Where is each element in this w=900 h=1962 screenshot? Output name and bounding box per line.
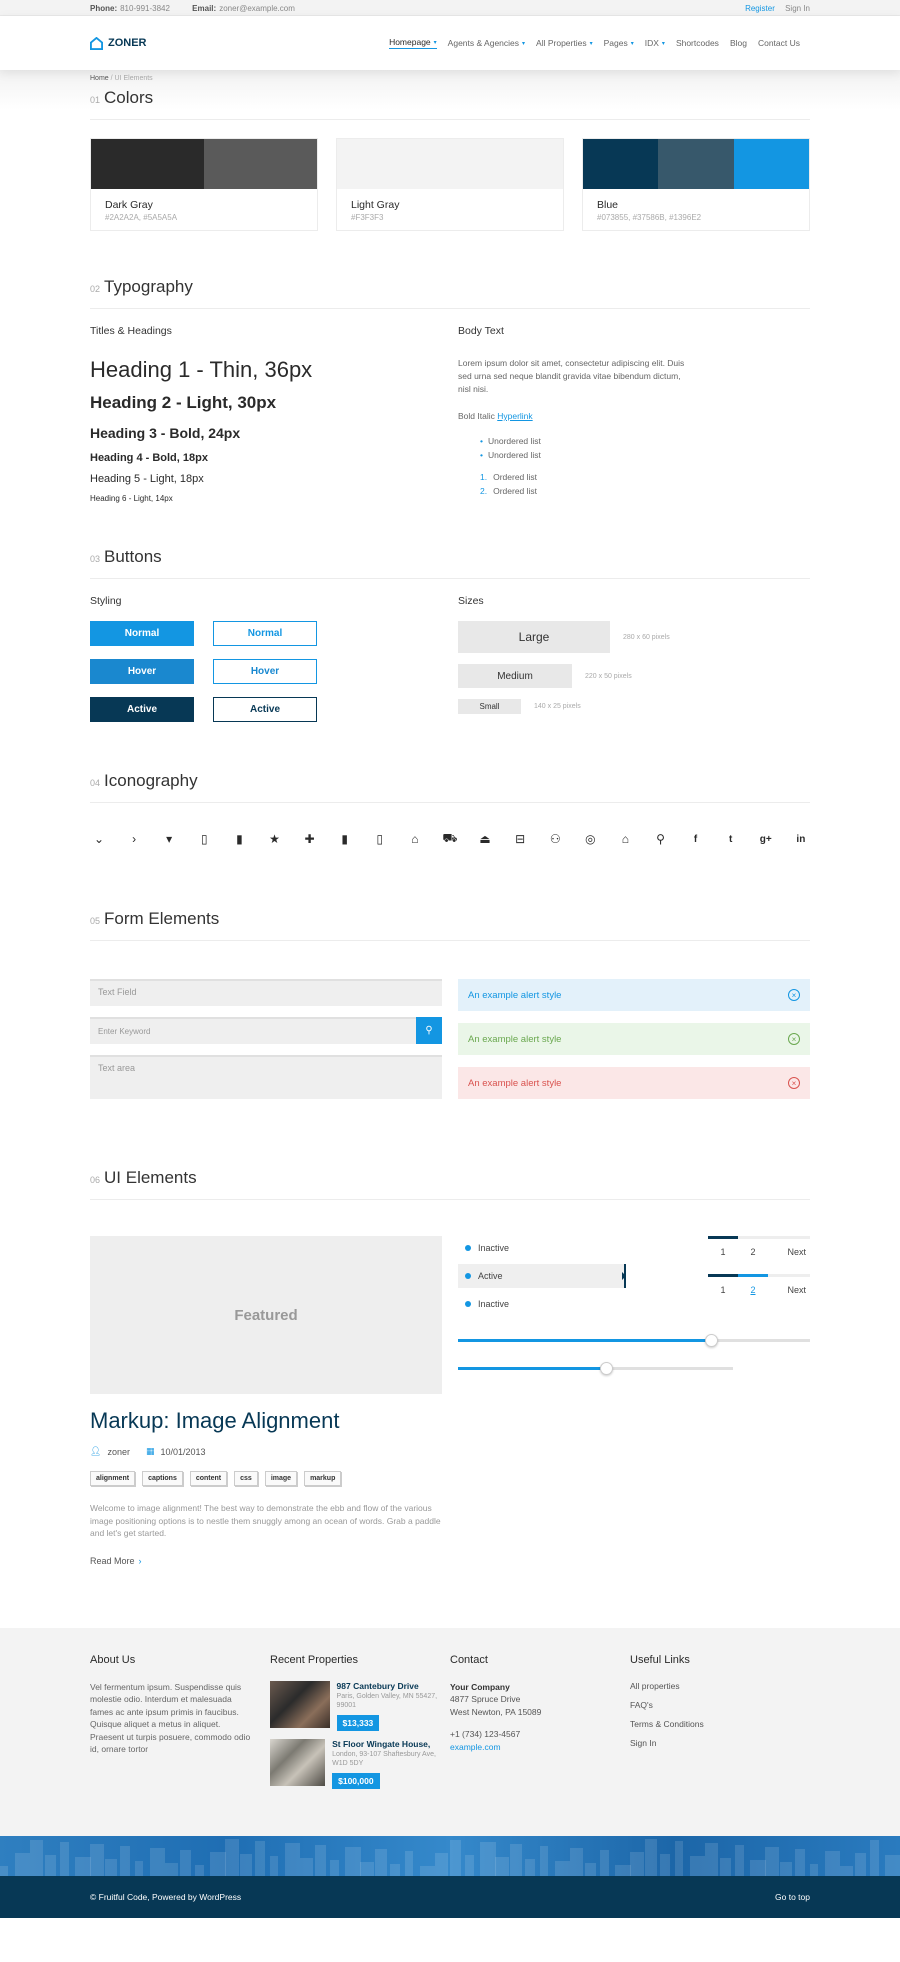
keyword-input[interactable]: Enter Keyword [90,1017,416,1044]
page-1[interactable]: 1 [720,1247,726,1257]
form-section [90,909,810,1111]
tag-captions[interactable]: captions [142,1471,183,1486]
mobile-icon: ▯ [200,832,208,846]
hover-button[interactable]: Hover [90,659,194,684]
typography-section [90,277,810,503]
alert-info [458,979,810,1011]
property-thumbnail[interactable] [270,1739,325,1786]
post-author[interactable]: zoner [107,1446,130,1457]
company-street: 4877 Spruce Drive [450,1694,521,1704]
property-price: $100,000 [332,1773,379,1789]
heading-2-sample: Heading 2 - Light, 30px [90,393,277,412]
register-link[interactable]: Register [745,3,775,13]
color-swatches [90,138,810,231]
tab-inactive[interactable]: Inactive [458,1236,626,1260]
top-contact [90,4,315,13]
swatch-hex: #F3F3F3 [351,213,384,222]
site-footer [0,1628,900,1836]
bottom-bar [0,1876,900,1918]
swatch-name: Dark Gray [105,199,153,211]
section-num: 05 [90,916,101,926]
swatch-name: Blue [597,199,619,211]
caret-down-icon: ▾ [630,40,634,47]
large-size-note: 280 x 60 pixels [623,633,670,641]
phone-label: Phone: [90,3,118,13]
section-num: 01 [90,95,101,105]
read-more-link[interactable]: Read More › [90,1555,142,1566]
breadcrumb [90,75,810,82]
search-icon: ⚲ [656,832,665,846]
caret-down-icon: ▾ [661,40,665,47]
footer-links-title: Useful Links [630,1653,690,1666]
alert-danger [458,1067,810,1099]
page-2[interactable]: 2 [750,1247,756,1257]
nav-item-blog[interactable]: Blog [729,38,747,48]
text-field[interactable]: Text Field [90,979,442,1006]
recent-property[interactable] [270,1681,450,1731]
footer-link-terms[interactable]: Terms & Conditions [630,1718,704,1729]
main-nav [378,37,800,49]
heading-4-sample: Heading 4 - Bold, 18px [90,452,208,464]
post-tags [90,1471,442,1486]
tag-markup[interactable]: markup [304,1471,341,1486]
property-address: London, 93-107 Shaftesbury Ave, W1D 5DY [332,1750,436,1767]
home-icon: ⌂ [621,832,630,846]
nav-item-contact-us[interactable]: Contact Us [757,38,800,48]
section-title-forms [90,909,810,941]
body-text-sample: Lorem ipsum dolor sit amet, consectetur adipiscing elit. Duis sed urna sed neque blandit gravida vitae bibendum dictum, nisl nisi. [458,358,685,394]
recent-property[interactable] [270,1739,450,1789]
email-label: Email: [192,3,217,13]
medium-size-note: 220 x 50 pixels [585,672,632,680]
car-icon: ⛟ [442,831,458,845]
post-title[interactable]: Markup: Image Alignment [90,1408,340,1433]
nav-item-shortcodes[interactable]: Shortcodes [675,38,719,48]
footer-city-banner [0,1836,900,1876]
building-icon: ▮ [236,832,243,846]
phone-number: 810-991-3842 [120,3,170,13]
range-slider-2[interactable] [458,1360,810,1376]
plus-icon: ✚ [304,832,315,846]
slider-fill [458,1339,711,1342]
section-num: 04 [90,778,101,788]
footer-recent-title: Recent Properties [270,1653,359,1666]
chevron-down-icon: ⌄ [93,832,105,846]
section-title-iconography [90,771,810,803]
breadcrumb-home[interactable]: Home [90,75,109,82]
buttons-section [90,547,810,725]
next-page[interactable]: Next [787,1285,806,1295]
section-num: 06 [90,1175,101,1185]
tag-alignment[interactable]: alignment [90,1471,135,1486]
footer-contact-title: Contact [450,1653,488,1666]
nav-item-idx[interactable]: IDX ▾ [644,38,665,48]
close-icon[interactable]: × [788,1033,800,1045]
alert-success [458,1023,810,1055]
company-phone: +1 (734) 123-4567 [450,1729,521,1739]
color-swatch [90,138,318,231]
swatch-hex: #2A2A2A, #5A5A5A [105,213,178,222]
normal-button[interactable]: Normal [90,621,194,646]
footer-link-faq[interactable]: FAQ's [630,1699,653,1710]
colors-section [90,88,810,231]
tag-content[interactable]: content [190,1471,227,1486]
active-button[interactable]: Active [90,697,194,722]
tag-css[interactable]: css [234,1471,258,1486]
breadcrumb-sep: / [110,75,113,82]
featured-image[interactable]: Featured [90,1236,442,1394]
vertical-tabs [458,1236,626,1320]
section-label: Buttons [104,547,162,566]
footer-about-title: About Us [90,1653,136,1666]
footer-link-signin[interactable]: Sign In [630,1737,657,1748]
property-title[interactable]: St Floor Wingate House, [332,1738,431,1749]
heading-6-sample: Heading 6 - Light, 14px [90,494,173,503]
property-address: Paris, Golden Valley, MN 55427, 99001 [336,1692,438,1709]
list-item: • Unordered list [480,450,810,460]
nav-item-all-properties[interactable]: All Properties ▾ [536,38,593,48]
auth-links [737,4,810,13]
section-title-ui [90,1168,810,1200]
chevron-right-icon: › [138,1555,142,1566]
slider-handle[interactable] [705,1334,718,1347]
heading-5-sample: Heading 5 - Light, 18px [90,473,204,485]
facebook-icon: f [693,833,698,845]
range-slider-1[interactable] [458,1332,810,1348]
active-outline-button[interactable]: Active [213,697,317,722]
property-thumbnail[interactable] [270,1681,330,1728]
section-title-typography [90,277,810,309]
bold-italic-text: Bold Italic [458,411,495,421]
post-meta [90,1446,442,1457]
search-button[interactable] [416,1017,442,1044]
footer-about-text: Vel fermentum ipsum. Suspendisse quis molestie odio. Interdum et malesuada fames ac ante ipsum primis in faucibus. Quisque aliquet a metus in aliquet. Praesent ut turpis posuere, commodo odio id, ornare tortor [90,1681,251,1754]
iconography-section [90,771,810,847]
swatch-hex: #073855, #37586B, #1396E2 [597,213,702,222]
site-header [0,16,900,70]
signin-link[interactable]: Sign In [785,3,810,13]
caret-down-icon: ▾ [589,40,593,47]
office-icon: ▮ [341,832,348,846]
target-icon: ◎ [585,832,596,846]
google-plus-icon: g+ [759,833,772,845]
footer-link-all-properties[interactable]: All properties [630,1680,680,1691]
hover-outline-button[interactable]: Hover [213,659,317,684]
house-icon: ⌂ [411,832,419,846]
inbox-icon: ⊟ [515,832,526,846]
nav-item-homepage[interactable]: Homepage ▾ [389,37,437,47]
section-label: Iconography [104,771,198,790]
section-title-colors [90,88,810,120]
unordered-list [458,436,810,460]
bank-icon: ⏏ [479,832,491,846]
company-city: West Newton, PA 15089 [450,1706,542,1717]
section-label: Colors [104,88,154,107]
pagination-group [708,1236,810,1320]
section-label: Typography [104,277,193,296]
color-swatch [336,138,564,231]
ordered-list [458,472,810,496]
tab-active[interactable]: Active [458,1264,626,1288]
hyperlink[interactable]: Hyperlink [497,411,533,421]
alert-text: An example alert style [468,989,562,1001]
tower-icon: ▯ [376,832,384,846]
tab-inactive[interactable]: Inactive [458,1292,626,1316]
medium-button[interactable]: Medium [458,664,572,688]
caret-down-icon: ▾ [433,39,437,46]
titles-headings-label: Titles & Headings [90,325,172,337]
page-2[interactable]: 2 [750,1285,756,1295]
close-icon[interactable]: × [788,1077,800,1089]
heading-3-sample: Heading 3 - Bold, 24px [90,425,241,441]
styling-label: Styling [90,595,122,607]
slider-fill [458,1367,606,1370]
logo-text: ZONER [108,37,147,49]
email-address: zoner@example.com [219,3,295,13]
section-label: Form Elements [104,909,220,928]
user-icon: 👤︎ [90,1446,102,1456]
post-excerpt: Welcome to image alignment! The best way to demonstrate the ebb and flow of the various image positioning options is to nestle them snuggly among an ocean of words. Grab a paddle and let's get started. [90,1503,441,1538]
breadcrumb-current: UI Elements [114,75,153,82]
section-num: 03 [90,554,101,564]
ui-elements-section [90,1168,810,1566]
nav-item-pages[interactable]: Pages ▾ [603,38,634,48]
small-button[interactable]: Small [458,699,521,714]
small-size-note: 140 x 25 pixels [534,703,581,710]
heading-1-sample: Heading 1 - Thin, 36px [90,357,313,382]
group-icon: ⚇ [549,832,561,846]
pagination-2 [708,1274,810,1308]
home-logo-icon [90,37,103,50]
top-bar [0,0,900,16]
chevron-right-icon: › [132,832,137,846]
go-to-top-link[interactable]: Go to top [775,1891,810,1902]
bold-italic-line [458,411,810,421]
section-num: 02 [90,284,101,294]
alert-text: An example alert style [468,1033,562,1045]
copyright-text: © Fruitful Code, Powered by WordPress [90,1891,242,1902]
linkedin-icon: in [796,833,806,845]
color-swatch [582,138,810,231]
list-item: • Unordered list [480,436,810,446]
twitter-icon: t [729,833,733,845]
section-title-buttons [90,547,810,579]
swatch-name: Light Gray [351,199,400,211]
site-logo[interactable] [90,37,147,50]
pagination-1 [708,1236,810,1270]
large-button[interactable]: Large [458,621,610,653]
page-1[interactable]: 1 [720,1285,726,1295]
body-text-label: Body Text [458,325,504,337]
nav-item-agents-agencies[interactable]: Agents & Agencies ▾ [447,38,526,48]
icon-row [90,831,810,847]
section-label: UI Elements [104,1168,197,1187]
slider-handle[interactable] [600,1362,613,1375]
caret-down-icon: ▾ [166,832,173,846]
caret-down-icon: ▾ [522,40,526,47]
alert-text: An example alert style [468,1077,562,1089]
company-email-link[interactable]: example.com [450,1741,501,1752]
list-item: 1. Ordered list [480,472,538,482]
property-price: $13,333 [337,1715,380,1731]
tag-image[interactable]: image [265,1471,297,1486]
text-area[interactable]: Text area [90,1055,442,1099]
list-item: 2. Ordered list [480,486,538,496]
close-icon[interactable]: × [788,989,800,1001]
calendar-icon: ▦ [145,1446,155,1456]
company-name: Your Company [450,1681,510,1692]
sizes-label: Sizes [458,595,484,607]
search-icon: ⚲ [425,1025,433,1036]
property-title[interactable]: 987 Cantebury Drive [336,1680,419,1691]
post-date: 10/01/2013 [160,1446,206,1457]
next-page[interactable]: Next [787,1247,806,1257]
star-icon: ★ [269,832,280,846]
normal-outline-button[interactable]: Normal [213,621,317,646]
